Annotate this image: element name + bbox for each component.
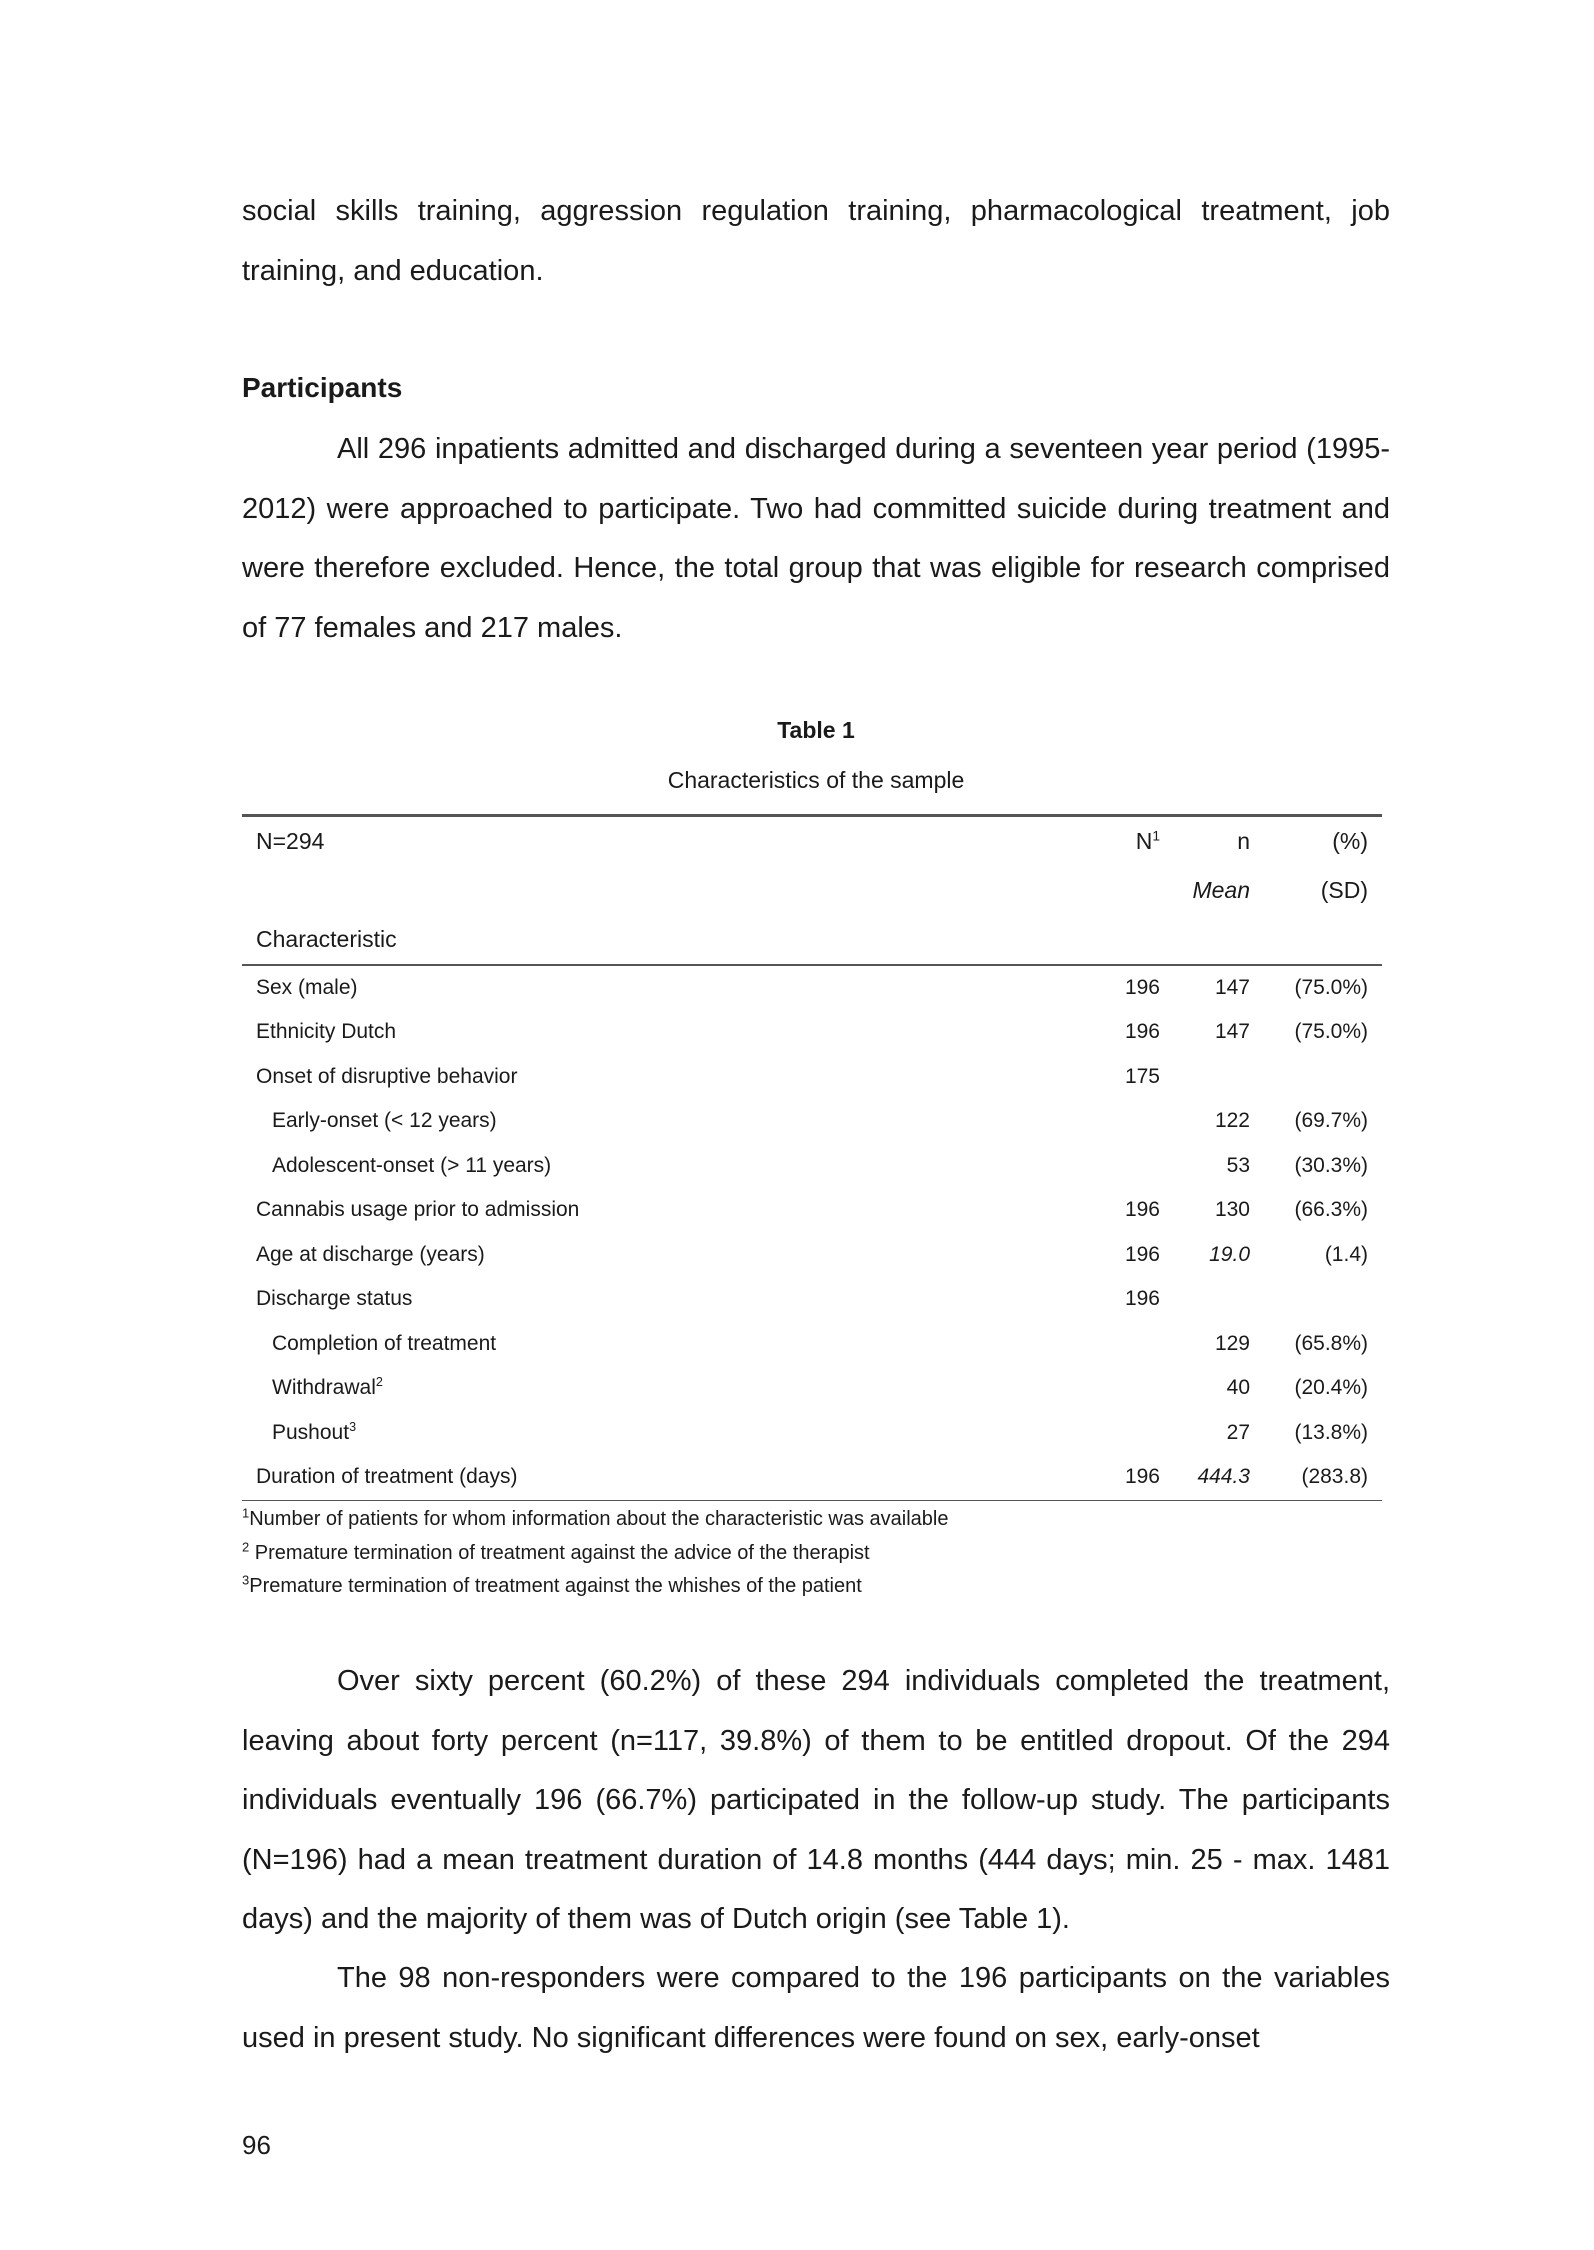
table-row [242,1099,1382,1144]
header-col-pct: (%) [1332,828,1368,854]
row-label: Completion of treatment [272,1331,497,1355]
table-label: Table 1 [777,717,855,743]
row-n: 130 [1214,1198,1250,1221]
header-col-mean: Mean [1192,877,1250,903]
characteristics-table [242,814,1382,1501]
row-label: Age at discharge (years) [256,1242,485,1266]
table-row [242,1455,1382,1500]
results-paragraph-2: The 98 non-responders were compared to the 196 participants on the variables used in present study. No significant differences were found on sex, early-onset [242,1962,1390,2054]
table-row [242,1366,1382,1411]
row-n: 147 [1214,1020,1250,1043]
table-row [242,1277,1382,1322]
row-label: Discharge status [256,1287,413,1310]
row-pct: (65.8%) [1294,1331,1368,1355]
row-pct: (30.3%) [1294,1153,1368,1177]
table-row [242,1188,1382,1233]
table-header-row-2 [242,866,1382,915]
row-mean: 444.3 [1197,1465,1250,1488]
row-N: 196 [1124,1242,1160,1266]
row-sd: (283.8) [1301,1465,1368,1488]
header-sample-size: N=294 [256,828,325,854]
intro-paragraph: social skills training, aggression regulation training, pharmacological treatment, job training, and education. [242,195,1390,287]
row-pct: (66.3%) [1294,1198,1368,1221]
table-row [242,1233,1382,1278]
header-characteristic: Characteristic [256,926,397,952]
row-sd: (1.4) [1324,1242,1368,1266]
table-row [242,1144,1382,1189]
row-label: Duration of treatment (days) [256,1465,518,1488]
row-pct: (20.4%) [1294,1376,1368,1399]
row-label: Cannabis usage prior to admission [256,1198,580,1221]
table-footnotes [242,1503,948,1604]
row-label: Pushout$^3$ [272,1419,357,1444]
table-row [242,1411,1382,1456]
table-header-row-3 [242,915,1382,964]
row-label: Early-onset (< 12 years) [272,1109,497,1132]
row-n: 147 [1214,975,1250,999]
row-N: 196 [1124,1465,1160,1488]
row-n: 129 [1214,1331,1250,1355]
row-N: 196 [1124,975,1160,999]
row-n: 40 [1226,1376,1250,1399]
row-n: 122 [1214,1109,1250,1132]
table-header-row-1 [242,817,1382,866]
row-N: 196 [1124,1020,1160,1043]
table-bottom-rule [242,1500,1382,1502]
row-label: Withdrawal$^2$ [272,1375,383,1399]
row-mean: 19.0 [1209,1242,1250,1266]
row-label: Adolescent-onset (> 11 years) [272,1153,552,1177]
row-n: 53 [1226,1153,1250,1177]
row-pct: (75.0%) [1294,1020,1368,1043]
page-number: 96 [242,2130,271,2160]
footnote-3: $^3$Premature termination of treatment against the whishes of the patient [242,1572,862,1597]
row-N: 196 [1124,1287,1160,1310]
row-N: 175 [1124,1064,1160,1088]
table-row [242,1010,1382,1055]
row-label: Ethnicity Dutch [256,1020,397,1043]
results-paragraph-1: Over sixty percent (60.2%) of these 294 individuals completed the treatment, leaving about forty percent (n=117, 39.8%) of them to be entitled dropout. Of the 294 individuals eventually 196 (66.7%) participated in the follow-up study. The participants (N=196) had a mean treatment duration of 14.8 months (444 days; min. 25 - max. 1481 days) and the majority of them was of Dutch origin (see Table 1). [242,1665,1390,1935]
row-label: Onset of disruptive behavior [256,1064,518,1088]
header-col-n: n [1237,828,1250,854]
table-caption: Characteristics of the sample [667,767,965,793]
header-col-N: $N^1$ [1135,828,1160,854]
row-n: 27 [1226,1420,1250,1444]
footnote-2: $^2$ Premature termination of treatment against the advice of the therapist [242,1538,870,1564]
row-N: 196 [1124,1198,1160,1221]
document-page [242,0,1390,2250]
table-row [242,966,1382,1011]
participants-heading: Participants [242,372,403,403]
header-col-sd: (SD) [1320,877,1368,903]
table-row [242,1322,1382,1367]
table-row [242,1055,1382,1100]
row-label: Sex (male) [256,975,358,999]
footnote-1: $^1$Number of patients for whom information about the characteristic was available [242,1505,949,1530]
row-pct: (75.0%) [1294,975,1368,999]
row-pct: (69.7%) [1294,1109,1368,1132]
row-pct: (13.8%) [1294,1420,1368,1444]
participants-paragraph: All 296 inpatients admitted and discharged during a seventeen year period (1995-2012) were approached to participate. Two had committed suicide during treatment and were therefore excluded. Hence, the total group that was eligible for research comprised of 77 females and 217 males. [242,433,1390,644]
